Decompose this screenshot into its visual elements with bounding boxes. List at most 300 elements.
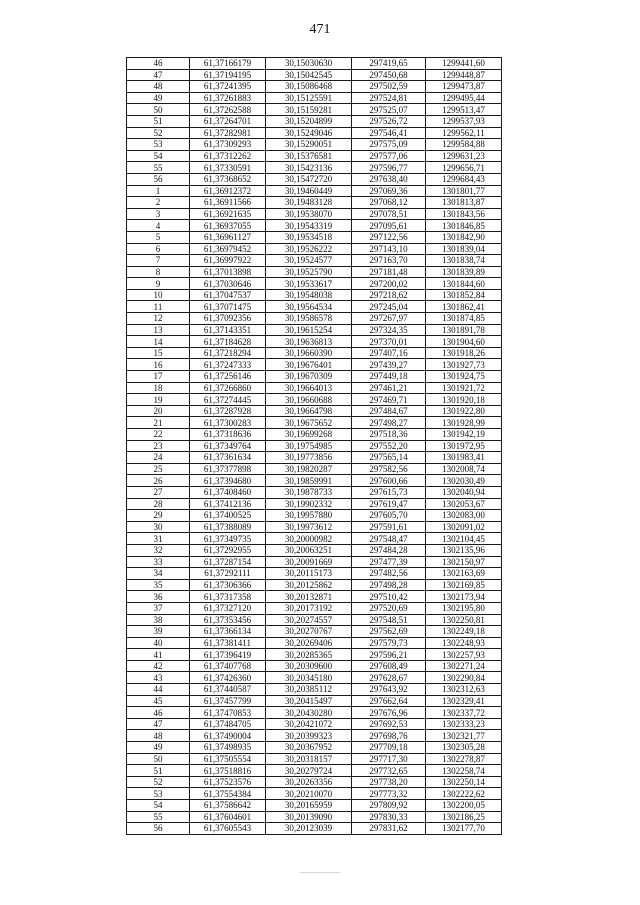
point-number-cell: 53 <box>127 788 190 800</box>
longitude-cell: 30,15042545 <box>266 69 352 81</box>
point-number-cell: 4 <box>127 220 190 232</box>
y-coordinate-cell: 1302040,94 <box>426 486 502 498</box>
latitude-cell: 61,36937055 <box>190 220 266 232</box>
x-coordinate-cell: 297482,56 <box>352 568 426 580</box>
y-coordinate-cell: 1302083,00 <box>426 510 502 522</box>
latitude-cell: 61,37484705 <box>190 718 266 730</box>
scan-mark <box>300 872 340 873</box>
table-row <box>127 289 502 301</box>
point-number-cell: 55 <box>127 162 190 174</box>
y-coordinate-cell: 1301843,56 <box>426 208 502 220</box>
point-number-cell: 49 <box>127 742 190 754</box>
x-coordinate-cell: 297619,47 <box>352 498 426 510</box>
point-number-cell: 47 <box>127 718 190 730</box>
y-coordinate-cell: 1302250,14 <box>426 776 502 788</box>
table-row <box>127 139 502 151</box>
y-coordinate-cell: 1299684,43 <box>426 173 502 185</box>
point-number-cell: 42 <box>127 660 190 672</box>
longitude-cell: 30,19525790 <box>266 266 352 278</box>
y-coordinate-cell: 1299495,44 <box>426 92 502 104</box>
x-coordinate-cell: 297200,02 <box>352 278 426 290</box>
x-coordinate-cell: 297502,59 <box>352 81 426 93</box>
longitude-cell: 30,20063251 <box>266 544 352 556</box>
table-row <box>127 104 502 116</box>
latitude-cell: 61,37353456 <box>190 614 266 626</box>
longitude-cell: 30,19543319 <box>266 220 352 232</box>
table-row <box>127 243 502 255</box>
longitude-cell: 30,20285365 <box>266 649 352 661</box>
point-number-cell: 31 <box>127 533 190 545</box>
longitude-cell: 30,19660688 <box>266 394 352 406</box>
latitude-cell: 61,37349764 <box>190 440 266 452</box>
latitude-cell: 61,37366134 <box>190 626 266 638</box>
point-number-cell: 16 <box>127 359 190 371</box>
latitude-cell: 61,37361634 <box>190 452 266 464</box>
point-number-cell: 46 <box>127 58 190 70</box>
y-coordinate-cell: 1301844,60 <box>426 278 502 290</box>
longitude-cell: 30,20421072 <box>266 718 352 730</box>
x-coordinate-cell: 297450,68 <box>352 69 426 81</box>
table-row <box>127 568 502 580</box>
table-row <box>127 672 502 684</box>
longitude-cell: 30,15249046 <box>266 127 352 139</box>
longitude-cell: 30,20309600 <box>266 660 352 672</box>
y-coordinate-cell: 1302186,25 <box>426 811 502 823</box>
y-coordinate-cell: 1299473,87 <box>426 81 502 93</box>
table-row <box>127 208 502 220</box>
y-coordinate-cell: 1302290,84 <box>426 672 502 684</box>
y-coordinate-cell: 1301842,90 <box>426 231 502 243</box>
longitude-cell: 30,15423136 <box>266 162 352 174</box>
x-coordinate-cell: 297643,92 <box>352 684 426 696</box>
x-coordinate-cell: 297324,35 <box>352 324 426 336</box>
x-coordinate-cell: 297449,18 <box>352 371 426 383</box>
y-coordinate-cell: 1301904,60 <box>426 336 502 348</box>
table-row <box>127 197 502 209</box>
longitude-cell: 30,19957880 <box>266 510 352 522</box>
latitude-cell: 61,37218294 <box>190 347 266 359</box>
longitude-cell: 30,19859991 <box>266 475 352 487</box>
latitude-cell: 61,36912372 <box>190 185 266 197</box>
point-number-cell: 28 <box>127 498 190 510</box>
latitude-cell: 61,37194195 <box>190 69 266 81</box>
x-coordinate-cell: 297510,42 <box>352 591 426 603</box>
longitude-cell: 30,15376581 <box>266 150 352 162</box>
longitude-cell: 30,15290051 <box>266 139 352 151</box>
x-coordinate-cell: 297484,28 <box>352 544 426 556</box>
table-row <box>127 637 502 649</box>
latitude-cell: 61,37292955 <box>190 544 266 556</box>
longitude-cell: 30,19973612 <box>266 521 352 533</box>
longitude-cell: 30,20091669 <box>266 556 352 568</box>
table-row <box>127 278 502 290</box>
x-coordinate-cell: 297773,32 <box>352 788 426 800</box>
point-number-cell: 7 <box>127 255 190 267</box>
point-number-cell: 35 <box>127 579 190 591</box>
latitude-cell: 61,37306366 <box>190 579 266 591</box>
x-coordinate-cell: 297676,96 <box>352 707 426 719</box>
point-number-cell: 1 <box>127 185 190 197</box>
point-number-cell: 55 <box>127 811 190 823</box>
longitude-cell: 30,19660390 <box>266 347 352 359</box>
x-coordinate-cell: 297596,77 <box>352 162 426 174</box>
latitude-cell: 61,37292111 <box>190 568 266 580</box>
table-row <box>127 718 502 730</box>
latitude-cell: 61,37381411 <box>190 637 266 649</box>
table-row <box>127 336 502 348</box>
latitude-cell: 61,37261883 <box>190 92 266 104</box>
longitude-cell: 30,20173192 <box>266 602 352 614</box>
longitude-cell: 30,19664798 <box>266 405 352 417</box>
point-number-cell: 32 <box>127 544 190 556</box>
x-coordinate-cell: 297548,51 <box>352 614 426 626</box>
latitude-cell: 61,37377898 <box>190 463 266 475</box>
point-number-cell: 56 <box>127 823 190 835</box>
latitude-cell: 61,37407768 <box>190 660 266 672</box>
longitude-cell: 30,20000982 <box>266 533 352 545</box>
longitude-cell: 30,15472720 <box>266 173 352 185</box>
x-coordinate-cell: 297370,01 <box>352 336 426 348</box>
table-row <box>127 498 502 510</box>
y-coordinate-cell: 1302053,67 <box>426 498 502 510</box>
table-row <box>127 544 502 556</box>
longitude-cell: 30,20115173 <box>266 568 352 580</box>
x-coordinate-cell: 297546,41 <box>352 127 426 139</box>
y-coordinate-cell: 1301801,77 <box>426 185 502 197</box>
point-number-cell: 49 <box>127 92 190 104</box>
table-row <box>127 58 502 70</box>
x-coordinate-cell: 297524,81 <box>352 92 426 104</box>
table-row <box>127 521 502 533</box>
longitude-cell: 30,20263356 <box>266 776 352 788</box>
y-coordinate-cell: 1302177,70 <box>426 823 502 835</box>
point-number-cell: 48 <box>127 730 190 742</box>
y-coordinate-cell: 1302271,24 <box>426 660 502 672</box>
latitude-cell: 61,37518816 <box>190 765 266 777</box>
x-coordinate-cell: 297461,21 <box>352 382 426 394</box>
longitude-cell: 30,19615254 <box>266 324 352 336</box>
point-number-cell: 19 <box>127 394 190 406</box>
point-number-cell: 48 <box>127 81 190 93</box>
x-coordinate-cell: 297069,36 <box>352 185 426 197</box>
table-row <box>127 405 502 417</box>
point-number-cell: 50 <box>127 104 190 116</box>
x-coordinate-cell: 297469,71 <box>352 394 426 406</box>
point-number-cell: 45 <box>127 695 190 707</box>
point-number-cell: 12 <box>127 313 190 325</box>
latitude-cell: 61,37256146 <box>190 371 266 383</box>
point-number-cell: 3 <box>127 208 190 220</box>
longitude-cell: 30,19675652 <box>266 417 352 429</box>
longitude-cell: 30,19564534 <box>266 301 352 313</box>
x-coordinate-cell: 297662,64 <box>352 695 426 707</box>
y-coordinate-cell: 1302249,18 <box>426 626 502 638</box>
x-coordinate-cell: 297095,61 <box>352 220 426 232</box>
point-number-cell: 51 <box>127 765 190 777</box>
y-coordinate-cell: 1301852,84 <box>426 289 502 301</box>
point-number-cell: 21 <box>127 417 190 429</box>
x-coordinate-cell: 297831,62 <box>352 823 426 835</box>
y-coordinate-cell: 1301862,41 <box>426 301 502 313</box>
longitude-cell: 30,19483128 <box>266 197 352 209</box>
point-number-cell: 56 <box>127 173 190 185</box>
latitude-cell: 61,37408460 <box>190 486 266 498</box>
longitude-cell: 30,20399323 <box>266 730 352 742</box>
latitude-cell: 61,37312262 <box>190 150 266 162</box>
y-coordinate-cell: 1301813,87 <box>426 197 502 209</box>
latitude-cell: 61,37327120 <box>190 602 266 614</box>
x-coordinate-cell: 297518,36 <box>352 429 426 441</box>
longitude-cell: 30,20430280 <box>266 707 352 719</box>
y-coordinate-cell: 1302257,93 <box>426 649 502 661</box>
point-number-cell: 6 <box>127 243 190 255</box>
y-coordinate-cell: 1301838,74 <box>426 255 502 267</box>
x-coordinate-cell: 297605,70 <box>352 510 426 522</box>
y-coordinate-cell: 1302200,05 <box>426 800 502 812</box>
point-number-cell: 25 <box>127 463 190 475</box>
x-coordinate-cell: 297526,72 <box>352 115 426 127</box>
y-coordinate-cell: 1301942,19 <box>426 429 502 441</box>
point-number-cell: 52 <box>127 776 190 788</box>
coordinates-table-body <box>127 58 502 835</box>
x-coordinate-cell: 297615,73 <box>352 486 426 498</box>
latitude-cell: 61,37498935 <box>190 742 266 754</box>
x-coordinate-cell: 297484,67 <box>352 405 426 417</box>
table-row <box>127 556 502 568</box>
y-coordinate-cell: 1301927,73 <box>426 359 502 371</box>
point-number-cell: 5 <box>127 231 190 243</box>
longitude-cell: 30,19773856 <box>266 452 352 464</box>
x-coordinate-cell: 297732,65 <box>352 765 426 777</box>
latitude-cell: 61,37274445 <box>190 394 266 406</box>
table-row <box>127 707 502 719</box>
latitude-cell: 61,37071475 <box>190 301 266 313</box>
point-number-cell: 38 <box>127 614 190 626</box>
y-coordinate-cell: 1302163,69 <box>426 568 502 580</box>
x-coordinate-cell: 297698,76 <box>352 730 426 742</box>
table-row <box>127 753 502 765</box>
table-row <box>127 765 502 777</box>
table-row <box>127 266 502 278</box>
latitude-cell: 61,37490004 <box>190 730 266 742</box>
latitude-cell: 61,37184628 <box>190 336 266 348</box>
latitude-cell: 61,37030646 <box>190 278 266 290</box>
longitude-cell: 30,15086468 <box>266 81 352 93</box>
table-row <box>127 173 502 185</box>
longitude-cell: 30,20270767 <box>266 626 352 638</box>
y-coordinate-cell: 1301839,04 <box>426 243 502 255</box>
y-coordinate-cell: 1301920,18 <box>426 394 502 406</box>
longitude-cell: 30,20415497 <box>266 695 352 707</box>
point-number-cell: 10 <box>127 289 190 301</box>
x-coordinate-cell: 297562,69 <box>352 626 426 638</box>
table-row <box>127 463 502 475</box>
y-coordinate-cell: 1301983,41 <box>426 452 502 464</box>
point-number-cell: 33 <box>127 556 190 568</box>
latitude-cell: 61,37457799 <box>190 695 266 707</box>
longitude-cell: 30,20345180 <box>266 672 352 684</box>
point-number-cell: 9 <box>127 278 190 290</box>
coordinates-table <box>126 57 502 835</box>
point-number-cell: 51 <box>127 115 190 127</box>
table-row <box>127 417 502 429</box>
x-coordinate-cell: 297548,47 <box>352 533 426 545</box>
x-coordinate-cell: 297477,39 <box>352 556 426 568</box>
point-number-cell: 29 <box>127 510 190 522</box>
latitude-cell: 61,37262588 <box>190 104 266 116</box>
point-number-cell: 46 <box>127 707 190 719</box>
latitude-cell: 61,37554384 <box>190 788 266 800</box>
x-coordinate-cell: 297600,66 <box>352 475 426 487</box>
point-number-cell: 15 <box>127 347 190 359</box>
x-coordinate-cell: 297591,61 <box>352 521 426 533</box>
y-coordinate-cell: 1301928,99 <box>426 417 502 429</box>
point-number-cell: 18 <box>127 382 190 394</box>
latitude-cell: 61,37605543 <box>190 823 266 835</box>
longitude-cell: 30,19902332 <box>266 498 352 510</box>
longitude-cell: 30,20318157 <box>266 753 352 765</box>
y-coordinate-cell: 1299441,60 <box>426 58 502 70</box>
y-coordinate-cell: 1302169,85 <box>426 579 502 591</box>
longitude-cell: 30,19586578 <box>266 313 352 325</box>
y-coordinate-cell: 1299537,93 <box>426 115 502 127</box>
x-coordinate-cell: 297143,10 <box>352 243 426 255</box>
latitude-cell: 61,37396419 <box>190 649 266 661</box>
latitude-cell: 61,37368652 <box>190 173 266 185</box>
table-row <box>127 185 502 197</box>
x-coordinate-cell: 297577,06 <box>352 150 426 162</box>
longitude-cell: 30,15030630 <box>266 58 352 70</box>
point-number-cell: 47 <box>127 69 190 81</box>
table-row <box>127 429 502 441</box>
y-coordinate-cell: 1302305,28 <box>426 742 502 754</box>
x-coordinate-cell: 297439,27 <box>352 359 426 371</box>
latitude-cell: 61,37287928 <box>190 405 266 417</box>
latitude-cell: 61,37505554 <box>190 753 266 765</box>
x-coordinate-cell: 297078,51 <box>352 208 426 220</box>
y-coordinate-cell: 1299631,23 <box>426 150 502 162</box>
table-row <box>127 150 502 162</box>
y-coordinate-cell: 1301972,95 <box>426 440 502 452</box>
point-number-cell: 17 <box>127 371 190 383</box>
x-coordinate-cell: 297809,92 <box>352 800 426 812</box>
y-coordinate-cell: 1302091,02 <box>426 521 502 533</box>
longitude-cell: 30,19754985 <box>266 440 352 452</box>
latitude-cell: 61,37300283 <box>190 417 266 429</box>
longitude-cell: 30,19524577 <box>266 255 352 267</box>
table-row <box>127 359 502 371</box>
point-number-cell: 14 <box>127 336 190 348</box>
y-coordinate-cell: 1299656,71 <box>426 162 502 174</box>
latitude-cell: 61,37400525 <box>190 510 266 522</box>
point-number-cell: 23 <box>127 440 190 452</box>
table-row <box>127 776 502 788</box>
latitude-cell: 61,37586642 <box>190 800 266 812</box>
latitude-cell: 61,37166179 <box>190 58 266 70</box>
y-coordinate-cell: 1302008,74 <box>426 463 502 475</box>
table-row <box>127 649 502 661</box>
x-coordinate-cell: 297717,30 <box>352 753 426 765</box>
x-coordinate-cell: 297709,18 <box>352 742 426 754</box>
latitude-cell: 61,36979452 <box>190 243 266 255</box>
point-number-cell: 43 <box>127 672 190 684</box>
table-row <box>127 115 502 127</box>
latitude-cell: 61,37394680 <box>190 475 266 487</box>
latitude-cell: 61,37287154 <box>190 556 266 568</box>
table-row <box>127 684 502 696</box>
y-coordinate-cell: 1302104,45 <box>426 533 502 545</box>
table-row <box>127 452 502 464</box>
table-row <box>127 324 502 336</box>
longitude-cell: 30,20132871 <box>266 591 352 603</box>
longitude-cell: 30,20125862 <box>266 579 352 591</box>
longitude-cell: 30,19526222 <box>266 243 352 255</box>
y-coordinate-cell: 1299513,47 <box>426 104 502 116</box>
table-row <box>127 695 502 707</box>
x-coordinate-cell: 297579,73 <box>352 637 426 649</box>
latitude-cell: 61,37412136 <box>190 498 266 510</box>
longitude-cell: 30,19664013 <box>266 382 352 394</box>
latitude-cell: 61,37349735 <box>190 533 266 545</box>
y-coordinate-cell: 1299562,11 <box>426 127 502 139</box>
point-number-cell: 30 <box>127 521 190 533</box>
latitude-cell: 61,37264701 <box>190 115 266 127</box>
longitude-cell: 30,19534518 <box>266 231 352 243</box>
x-coordinate-cell: 297830,33 <box>352 811 426 823</box>
table-row <box>127 602 502 614</box>
y-coordinate-cell: 1301922,80 <box>426 405 502 417</box>
point-number-cell: 40 <box>127 637 190 649</box>
longitude-cell: 30,19636813 <box>266 336 352 348</box>
latitude-cell: 61,37523576 <box>190 776 266 788</box>
table-row <box>127 347 502 359</box>
y-coordinate-cell: 1301846,85 <box>426 220 502 232</box>
table-row <box>127 81 502 93</box>
x-coordinate-cell: 297608,49 <box>352 660 426 672</box>
x-coordinate-cell: 297122,56 <box>352 231 426 243</box>
latitude-cell: 61,37604601 <box>190 811 266 823</box>
page-number: 471 <box>309 22 331 37</box>
point-number-cell: 54 <box>127 150 190 162</box>
x-coordinate-cell: 297552,20 <box>352 440 426 452</box>
x-coordinate-cell: 297582,56 <box>352 463 426 475</box>
latitude-cell: 61,36961127 <box>190 231 266 243</box>
x-coordinate-cell: 297638,40 <box>352 173 426 185</box>
x-coordinate-cell: 297575,09 <box>352 139 426 151</box>
latitude-cell: 61,36911566 <box>190 197 266 209</box>
table-row <box>127 69 502 81</box>
point-number-cell: 54 <box>127 800 190 812</box>
longitude-cell: 30,20385112 <box>266 684 352 696</box>
x-coordinate-cell: 297419,65 <box>352 58 426 70</box>
table-row <box>127 800 502 812</box>
point-number-cell: 20 <box>127 405 190 417</box>
table-row <box>127 614 502 626</box>
x-coordinate-cell: 297407,16 <box>352 347 426 359</box>
table-row <box>127 788 502 800</box>
x-coordinate-cell: 297738,20 <box>352 776 426 788</box>
latitude-cell: 61,37092356 <box>190 313 266 325</box>
point-number-cell: 22 <box>127 429 190 441</box>
y-coordinate-cell: 1302258,74 <box>426 765 502 777</box>
longitude-cell: 30,20123039 <box>266 823 352 835</box>
table-row <box>127 394 502 406</box>
longitude-cell: 30,19538070 <box>266 208 352 220</box>
y-coordinate-cell: 1299584,88 <box>426 139 502 151</box>
table-row <box>127 742 502 754</box>
y-coordinate-cell: 1302173,94 <box>426 591 502 603</box>
longitude-cell: 30,19460449 <box>266 185 352 197</box>
